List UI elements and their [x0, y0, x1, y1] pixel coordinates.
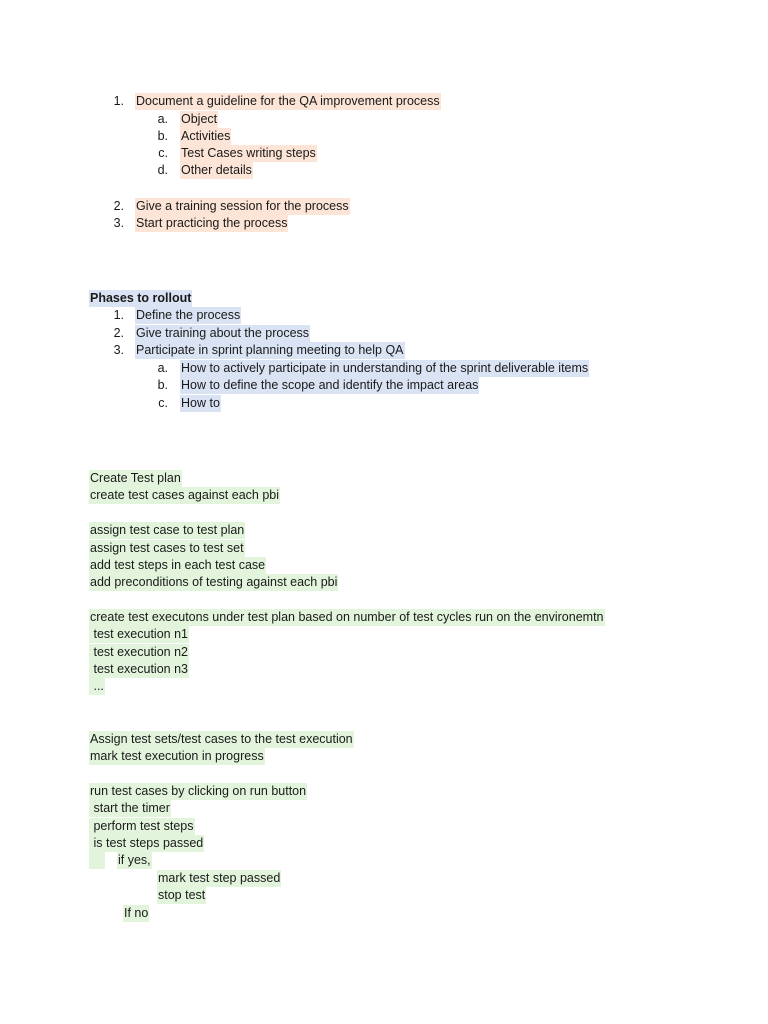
- list-item-text: Activities: [181, 129, 231, 143]
- list-letter: a.: [157, 112, 168, 126]
- step-line: [89, 783, 307, 800]
- step-text: run test cases by clicking on run button: [90, 784, 307, 798]
- step-text: test execution n1: [90, 627, 188, 641]
- step-text: create test cases against each pbi: [90, 488, 280, 502]
- list-item-text: Other details: [181, 163, 252, 177]
- list-item-text: How to define the scope and identify the impact areas: [181, 378, 479, 392]
- step-text: test execution n3: [90, 662, 188, 676]
- phases-heading: Phases to rollout: [90, 291, 192, 305]
- list-letter: b.: [157, 378, 168, 392]
- step-line: [89, 748, 265, 765]
- step-line: [89, 818, 195, 835]
- list-number: 2.: [113, 199, 124, 213]
- step-line: [89, 678, 105, 695]
- step-text: perform test steps: [90, 819, 194, 833]
- step-line: [89, 470, 182, 487]
- list-letter: c.: [158, 146, 168, 160]
- list-letter: d.: [157, 163, 168, 177]
- step-line: [89, 574, 338, 591]
- list-item-text: How to: [181, 396, 220, 410]
- list-item-text: Start practicing the process: [136, 216, 288, 230]
- list-item-text: Give training about the process: [136, 326, 310, 340]
- step-line: [89, 644, 189, 661]
- step-line: [89, 522, 245, 539]
- step-line: [89, 731, 354, 748]
- list-number: 1.: [113, 94, 124, 108]
- step-text: stop test: [158, 888, 206, 902]
- step-line: [89, 661, 189, 678]
- list-letter: b.: [157, 129, 168, 143]
- step-line: [89, 540, 245, 557]
- list-letter: a.: [157, 361, 168, 375]
- step-text: Assign test sets/test cases to the test execution: [90, 732, 353, 746]
- step-text: add test steps in each test case: [90, 558, 266, 572]
- step-line: [89, 626, 189, 643]
- list-item-text: Document a guideline for the QA improvement process: [136, 94, 440, 108]
- step-line: [123, 905, 149, 922]
- list-item-text: Participate in sprint planning meeting to help QA: [136, 343, 404, 357]
- list-number: 3.: [113, 343, 124, 357]
- list-letter: c.: [158, 396, 168, 410]
- step-text: assign test case to test plan: [90, 523, 245, 537]
- step-line: [157, 887, 206, 904]
- list-item-text: Test Cases writing steps: [181, 146, 316, 160]
- step-text: test execution n2: [90, 645, 188, 659]
- step-text: ...: [90, 679, 104, 693]
- list-item-text: Object: [181, 112, 218, 126]
- step-line: [89, 609, 605, 626]
- list-number: 1.: [113, 308, 124, 322]
- section-heading: [89, 290, 192, 307]
- step-line: [89, 557, 266, 574]
- step-text: add preconditions of testing against each pbi: [90, 575, 338, 589]
- step-line: [89, 835, 204, 852]
- list-number: 2.: [113, 326, 124, 340]
- list-item-text: How to actively participate in understanding of the sprint deliverable items: [181, 361, 589, 375]
- step-text: start the timer: [90, 801, 170, 815]
- step-line: [157, 870, 281, 887]
- list-number: 3.: [113, 216, 124, 230]
- step-text: assign test cases to test set: [90, 541, 244, 555]
- step-text: mark test execution in progress: [90, 749, 264, 763]
- list-item-text: Give a training session for the process: [136, 199, 349, 213]
- step-text: is test steps passed: [90, 836, 204, 850]
- step-text: if yes,: [118, 853, 151, 867]
- step-text: If no: [124, 906, 149, 920]
- step-line: [89, 852, 152, 869]
- indent-spacer: [89, 852, 105, 869]
- step-text: Create Test plan: [90, 471, 181, 485]
- step-line: [89, 487, 280, 504]
- step-text: create test executons under test plan based on number of test cycles run on the environemtn: [90, 610, 604, 624]
- step-line: [89, 800, 171, 817]
- step-text: mark test step passed: [158, 871, 281, 885]
- list-item-text: Define the process: [136, 308, 241, 322]
